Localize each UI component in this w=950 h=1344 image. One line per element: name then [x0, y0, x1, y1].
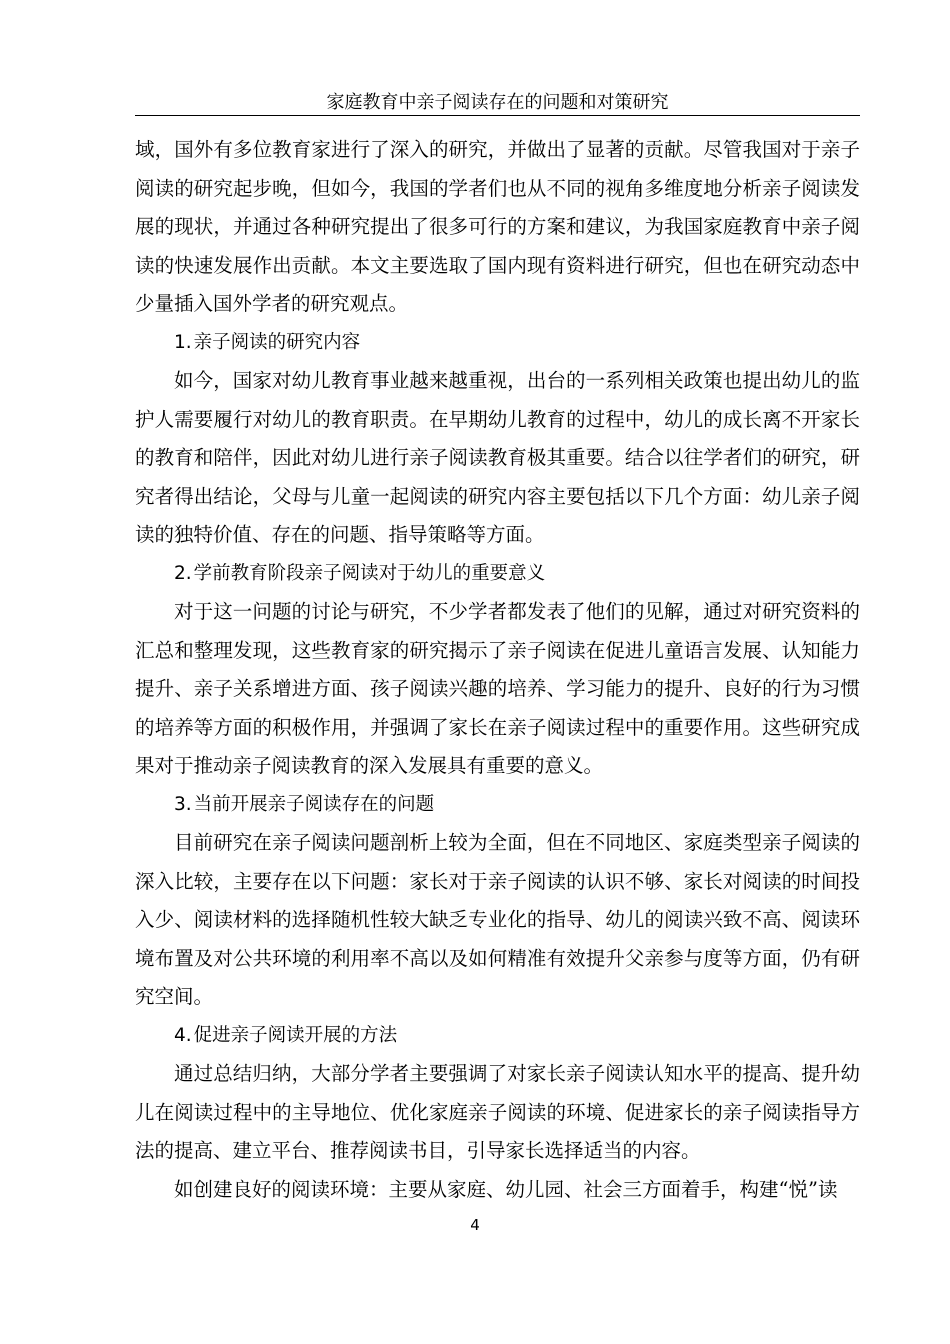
- paragraph-continued: 域，国外有多位教育家进行了深入的研究，并做出了显著的贡献。尽管我国对于亲子阅读的研究起步晚，但如今，我国的学者们也从不同的视角多维度地分析亲子阅读发展的现状，并通过各种研究提出了很多可行的方案和建议，为我国家庭教育中亲子阅读的快速发展作出贡献。本文主要选取了国内现有资料进行研究，但也在研究动态中少量插入国外学者的研究观点。: [135, 138, 860, 315]
- section-heading-4: [135, 1017, 860, 1056]
- section-title: 学前教育阶段亲子阅读对于幼儿的重要意义: [193, 562, 546, 584]
- section-title: 亲子阅读的研究内容: [193, 331, 361, 353]
- paragraph: 目前研究在亲子阅读问题剖析上较为全面，但在不同地区、家庭类型亲子阅读的深入比较，主要存在以下问题：家长对于亲子阅读的认识不够、家长对阅读的时间投入少、阅读材料的选择随机性较大缺乏专业化的指导、幼儿的阅读兴致不高、阅读环境布置及对公共环境的利用率不高以及如何精准有效提升父亲参与度等方面，仍有研究空间。: [135, 831, 860, 1008]
- section-heading-2: [135, 555, 860, 594]
- document-body: [135, 131, 860, 1209]
- section-number: 3.: [174, 793, 192, 815]
- section-title: 促进亲子阅读开展的方法: [193, 1024, 398, 1046]
- section-number: 1.: [174, 331, 192, 353]
- section-number: 2.: [174, 562, 192, 584]
- header-divider: [135, 115, 860, 116]
- page-header-title: 家庭教育中亲子阅读存在的问题和对策研究: [326, 92, 669, 113]
- paragraph: 如创建良好的阅读环境：主要从家庭、幼儿园、社会三方面着手，构建“悦”读: [174, 1177, 838, 1201]
- page-number: 4: [470, 1216, 480, 1234]
- paragraph: 如今，国家对幼儿教育事业越来越重视，出台的一系列相关政策也提出幼儿的监护人需要履行对幼儿的教育职责。在早期幼儿教育的过程中，幼儿的成长离不开家长的教育和陪伴，因此对幼儿进行亲子阅读教育极其重要。结合以往学者们的研究，研究者得出结论，父母与儿童一起阅读的研究内容主要包括以下几个方面：幼儿亲子阅读的独特价值、存在的问题、指导策略等方面。: [135, 369, 860, 546]
- section-title: 当前开展亲子阅读存在的问题: [193, 793, 435, 815]
- section-heading-3: [135, 786, 860, 825]
- paragraph: 对于这一问题的讨论与研究，不少学者都发表了他们的见解，通过对研究资料的汇总和整理发现，这些教育家的研究揭示了亲子阅读在促进儿童语言发展、认知能力提升、亲子关系增进方面、孩子阅读兴趣的培养、学习能力的提升、良好的行为习惯的培养等方面的积极作用，并强调了家长在亲子阅读过程中的重要作用。这些研究成果对于推动亲子阅读教育的深入发展具有重要的意义。: [135, 600, 860, 777]
- section-number: 4.: [174, 1024, 192, 1046]
- paragraph: 通过总结归纳，大部分学者主要强调了对家长亲子阅读认知水平的提高、提升幼儿在阅读过程中的主导地位、优化家庭亲子阅读的环境、促进家长的亲子阅读指导方法的提高、建立平台、推荐阅读书目，引导家长选择适当的内容。: [135, 1062, 860, 1162]
- section-heading-1: [135, 324, 860, 363]
